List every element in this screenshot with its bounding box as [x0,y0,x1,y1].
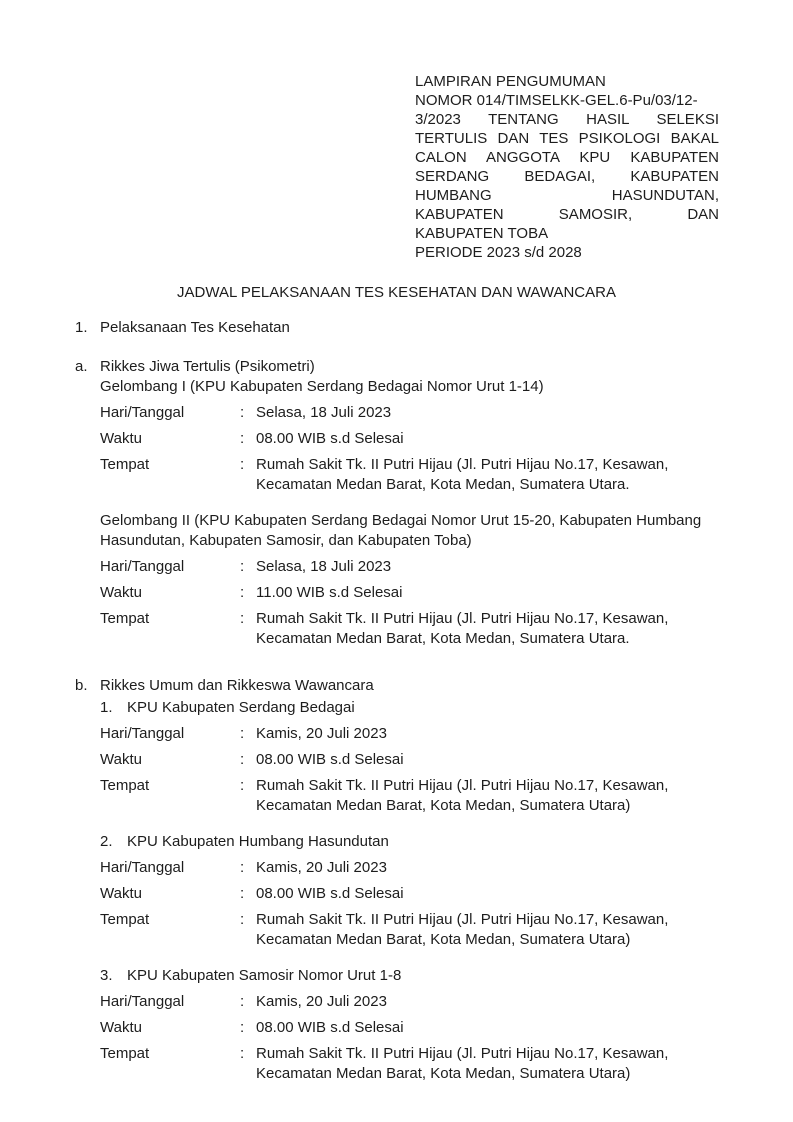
header-line: PERIODE 2023 s/d 2028 [415,244,582,261]
section-b-item-3 [100,966,721,1084]
schedule-row-hari [100,858,721,878]
colon-separator: : [240,456,245,473]
schedule-row-tempat [100,910,721,950]
tempat-label: Tempat [100,911,150,928]
section-b-heading: Rikkes Umum dan Rikkeswa Wawancara [100,677,374,694]
waktu-value: 11.00 WIB s.d Selesai [256,584,403,601]
colon-separator: : [240,404,245,421]
announcement-header [415,72,719,262]
colon-separator: : [240,725,245,742]
waktu-label: Waktu [100,584,142,601]
section-1-number: 1. [75,319,88,336]
schedule-row-hari [100,724,721,744]
tempat-label: Tempat [100,610,150,627]
wave-1-block [100,377,721,495]
sub-item-number: 1. [100,699,113,716]
header-line: KABUPATEN SAMOSIR, DAN [415,206,719,223]
waktu-value: 08.00 WIB s.d Selesai [256,1019,404,1036]
section-b [75,676,733,696]
schedule-row-tempat [100,776,721,816]
sub-item-heading-row [100,832,721,852]
colon-separator: : [240,1045,245,1062]
hari-tanggal-label: Hari/Tanggal [100,993,185,1010]
section-b-item-1 [100,698,721,816]
waktu-value: 08.00 WIB s.d Selesai [256,430,404,447]
waktu-label: Waktu [100,430,142,447]
tempat-value: Rumah Sakit Tk. II Putri Hijau (Jl. Putri Hijau No.17, Kesawan, Kecamatan Medan Barat, Kota Medan, Sumatera Utara) [256,777,669,814]
header-line: HUMBANG HASUNDUTAN, [415,187,719,204]
hari-tanggal-value: Kamis, 20 Juli 2023 [256,993,387,1010]
colon-separator: : [240,558,245,575]
colon-separator: : [240,430,245,447]
section-b-item-2 [100,832,721,950]
wave-1-intro: Gelombang I (KPU Kabupaten Serdang Bedagai Nomor Urut 1-14) [100,378,544,395]
sub-item-heading: KPU Kabupaten Humbang Hasundutan [127,833,389,850]
schedule-row-waktu [100,583,721,603]
colon-separator: : [240,1019,245,1036]
waktu-value: 08.00 WIB s.d Selesai [256,751,404,768]
section-a-heading: Rikkes Jiwa Tertulis (Psikometri) [100,358,315,375]
schedule-row-waktu [100,1018,721,1038]
header-line: SERDANG BEDAGAI, KABUPATEN [415,168,719,185]
schedule-row-tempat [100,609,721,649]
sub-item-heading-row [100,966,721,986]
header-line: LAMPIRAN PENGUMUMAN [415,73,606,90]
waktu-value: 08.00 WIB s.d Selesai [256,885,404,902]
waktu-label: Waktu [100,885,142,902]
sub-item-heading: KPU Kabupaten Samosir Nomor Urut 1-8 [127,967,402,984]
tempat-value: Rumah Sakit Tk. II Putri Hijau (Jl. Putri Hijau No.17, Kesawan, Kecamatan Medan Barat, Kota Medan, Sumatera Utara. [256,456,669,493]
section-b-letter: b. [75,677,88,694]
header-line: NOMOR 014/TIMSELKK-GEL.6-Pu/03/12- [415,92,698,109]
hari-tanggal-label: Hari/Tanggal [100,404,185,421]
hari-tanggal-value: Selasa, 18 Juli 2023 [256,558,392,575]
schedule-row-hari [100,557,721,577]
colon-separator: : [240,993,245,1010]
sub-item-number: 2. [100,833,113,850]
hari-tanggal-value: Kamis, 20 Juli 2023 [256,859,387,876]
hari-tanggal-label: Hari/Tanggal [100,725,185,742]
section-a-letter: a. [75,358,88,375]
hari-tanggal-value: Kamis, 20 Juli 2023 [256,725,387,742]
schedule-row-hari [100,992,721,1012]
schedule-row-waktu [100,884,721,904]
sub-item-number: 3. [100,967,113,984]
hari-tanggal-label: Hari/Tanggal [100,558,185,575]
tempat-value: Rumah Sakit Tk. II Putri Hijau (Jl. Putri Hijau No.17, Kesawan, Kecamatan Medan Barat, Kota Medan, Sumatera Utara) [256,911,669,948]
header-line: KABUPATEN TOBA [415,225,549,242]
section-a [75,357,733,377]
colon-separator: : [240,584,245,601]
hari-tanggal-value: Selasa, 18 Juli 2023 [256,404,392,421]
waktu-label: Waktu [100,1019,142,1036]
tempat-label: Tempat [100,456,150,473]
colon-separator: : [240,885,245,902]
schedule-row-waktu [100,750,721,770]
schedule-row-waktu [100,429,721,449]
colon-separator: : [240,859,245,876]
hari-tanggal-label: Hari/Tanggal [100,859,185,876]
schedule-row-tempat [100,455,721,495]
colon-separator: : [240,911,245,928]
tempat-label: Tempat [100,777,150,794]
section-1-heading: Pelaksanaan Tes Kesehatan [100,319,290,336]
header-line: CALON ANGGOTA KPU KABUPATEN [415,149,719,166]
colon-separator: : [240,751,245,768]
colon-separator: : [240,777,245,794]
section-1 [75,318,733,338]
header-line: TERTULIS DAN TES PSIKOLOGI BAKAL [415,130,719,147]
tempat-value: Rumah Sakit Tk. II Putri Hijau (Jl. Putri Hijau No.17, Kesawan, Kecamatan Medan Barat, Kota Medan, Sumatera Utara) [256,1045,669,1082]
wave-2-intro: Gelombang II (KPU Kabupaten Serdang Bedagai Nomor Urut 15-20, Kabupaten Humbang Hasundutan, Kabupaten Samosir, dan Kabupaten Toba) [100,512,702,549]
sub-item-heading: KPU Kabupaten Serdang Bedagai [127,699,355,716]
schedule-row-hari [100,403,721,423]
schedule-row-tempat [100,1044,721,1084]
document-title: JADWAL PELAKSANAAN TES KESEHATAN DAN WAWANCARA [177,284,616,301]
colon-separator: : [240,610,245,627]
wave-2-block [100,511,721,649]
tempat-label: Tempat [100,1045,150,1062]
tempat-value: Rumah Sakit Tk. II Putri Hijau (Jl. Putri Hijau No.17, Kesawan, Kecamatan Medan Barat, Kota Medan, Sumatera Utara. [256,610,669,647]
sub-item-heading-row [100,698,721,718]
header-line: 3/2023 TENTANG HASIL SELEKSI [415,111,719,128]
waktu-label: Waktu [100,751,142,768]
